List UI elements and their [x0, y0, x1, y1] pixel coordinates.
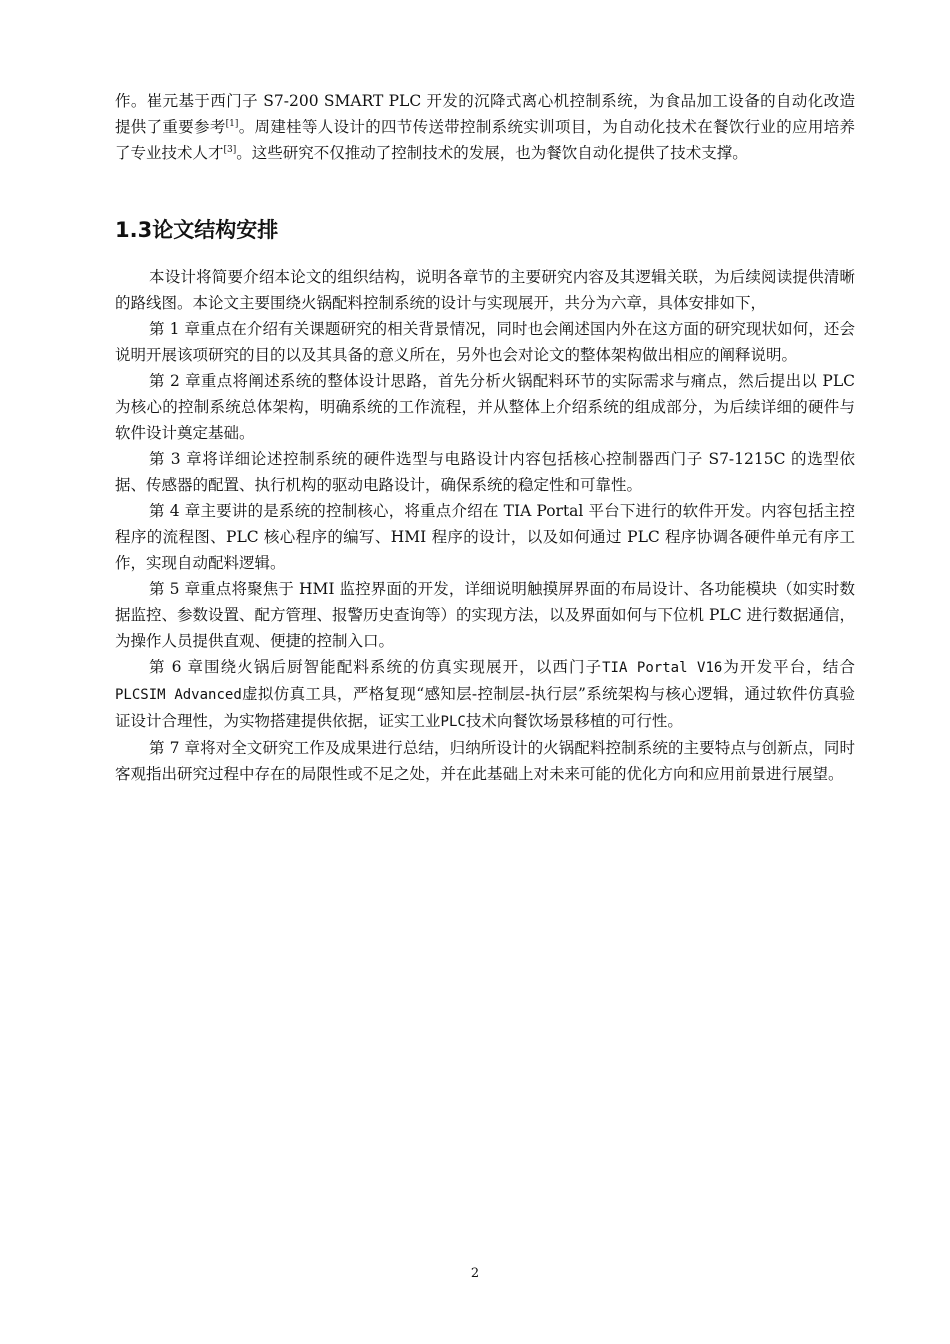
section-title: 论文结构安排: [152, 218, 279, 242]
chapter-6-plc: PLC: [440, 714, 466, 730]
page-number: 2: [470, 1266, 480, 1281]
chapter-6-text-g: 技术向餐饮场景移植的可行性。: [465, 712, 683, 730]
section-body: [115, 264, 855, 787]
paragraph-chapter-6: [115, 654, 855, 735]
paragraph-chapter-2: 第 2 章重点将阐述系统的整体设计思路，首先分析火锅配料环节的实际需求与痛点，然后提出以 PLC 为核心的控制系统总体架构，明确系统的工作流程，并从整体上介绍系统的组成部分，为后续详细的硬件与软件设计奠定基础。: [115, 372, 855, 442]
chapter-6-platform: TIA Portal V16: [602, 660, 723, 676]
chapter-6-text-c: 为开发平台，结合: [722, 658, 855, 676]
intro-text-part2: 。周建桂等人设计的四节传送带控制系统实训项目，为自动化技术在餐饮行业的应用培养了专业技术人才: [115, 118, 855, 162]
chapter-6-text-a: 第 6 章围绕火锅后厨智能配料系统的仿真实现展开，以西门子: [149, 658, 603, 676]
paragraph-chapter-5: 第 5 章重点将聚焦于 HMI 监控界面的开发，详细说明触摸屏界面的布局设计、各功能模块（如实时数据监控、参数设置、配方管理、报警历史查询等）的实现方法，以及界面如何与下位机 PLC 进行数据通信，为操作人员提供直观、便捷的控制入口。: [115, 580, 855, 650]
paragraph-chapter-3: 第 3 章将详细论述控制系统的硬件选型与电路设计内容包括核心控制器西门子 S7-1215C 的选型依据、传感器的配置、执行机构的驱动电路设计，确保系统的稳定性和可靠性。: [115, 450, 855, 494]
citation-ref-1[interactable]: [1]: [225, 118, 239, 129]
paragraph-overview: 本设计将简要介绍本论文的组织结构，说明各章节的主要研究内容及其逻辑关联，为后续阅读提供清晰的路线图。本论文主要围绕火锅配料控制系统的设计与实现展开，共分为六章，具体安排如下，: [115, 268, 855, 312]
paragraph-chapter-4: 第 4 章主要讲的是系统的控制核心，将重点介绍在 TIA Portal 平台下进行的软件开发。内容包括主控程序的流程图、PLC 核心程序的编写、HMI 程序的设计，以及如何通过 PLC 程序协调各硬件单元有序工作，实现自动配料逻辑。: [115, 502, 855, 572]
intro-paragraph: [115, 88, 855, 166]
intro-text-part1: 作。崔元基于西门子 S7-200 SMART PLC 开发的沉降式离心机控制系统，为食品加工设备的自动化改造提供了重要参考: [115, 92, 855, 136]
section-number: 1.3: [115, 218, 153, 242]
paragraph-chapter-7: 第 7 章将对全文研究工作及成果进行总结，归纳所设计的火锅配料控制系统的主要特点与创新点，同时客观指出研究过程中存在的局限性或不足之处，并在此基础上对未来可能的优化方向和应用前景进行展望。: [115, 739, 855, 783]
paragraph-chapter-1: 第 1 章重点在介绍有关课题研究的相关背景情况，同时也会阐述国内外在这方面的研究现状如何，还会说明开展该项研究的目的以及其具备的意义所在，另外也会对论文的整体架构做出相应的阐释说明。: [115, 320, 855, 364]
citation-ref-3[interactable]: [3]: [223, 144, 237, 155]
section-heading: [115, 214, 278, 246]
intro-text-part3: 。这些研究不仅推动了控制技术的发展，也为餐饮自动化提供了技术支撑。: [236, 144, 748, 162]
chapter-6-text-e: 虚拟仿真工具，严格复现“感知层-控制层-执行层”系统架构与核心逻辑，通过软件仿真验证设计合理性，为实物搭建提供依据，证实工业: [115, 685, 855, 730]
chapter-6-sim-tool: PLCSIM Advanced: [115, 687, 242, 703]
